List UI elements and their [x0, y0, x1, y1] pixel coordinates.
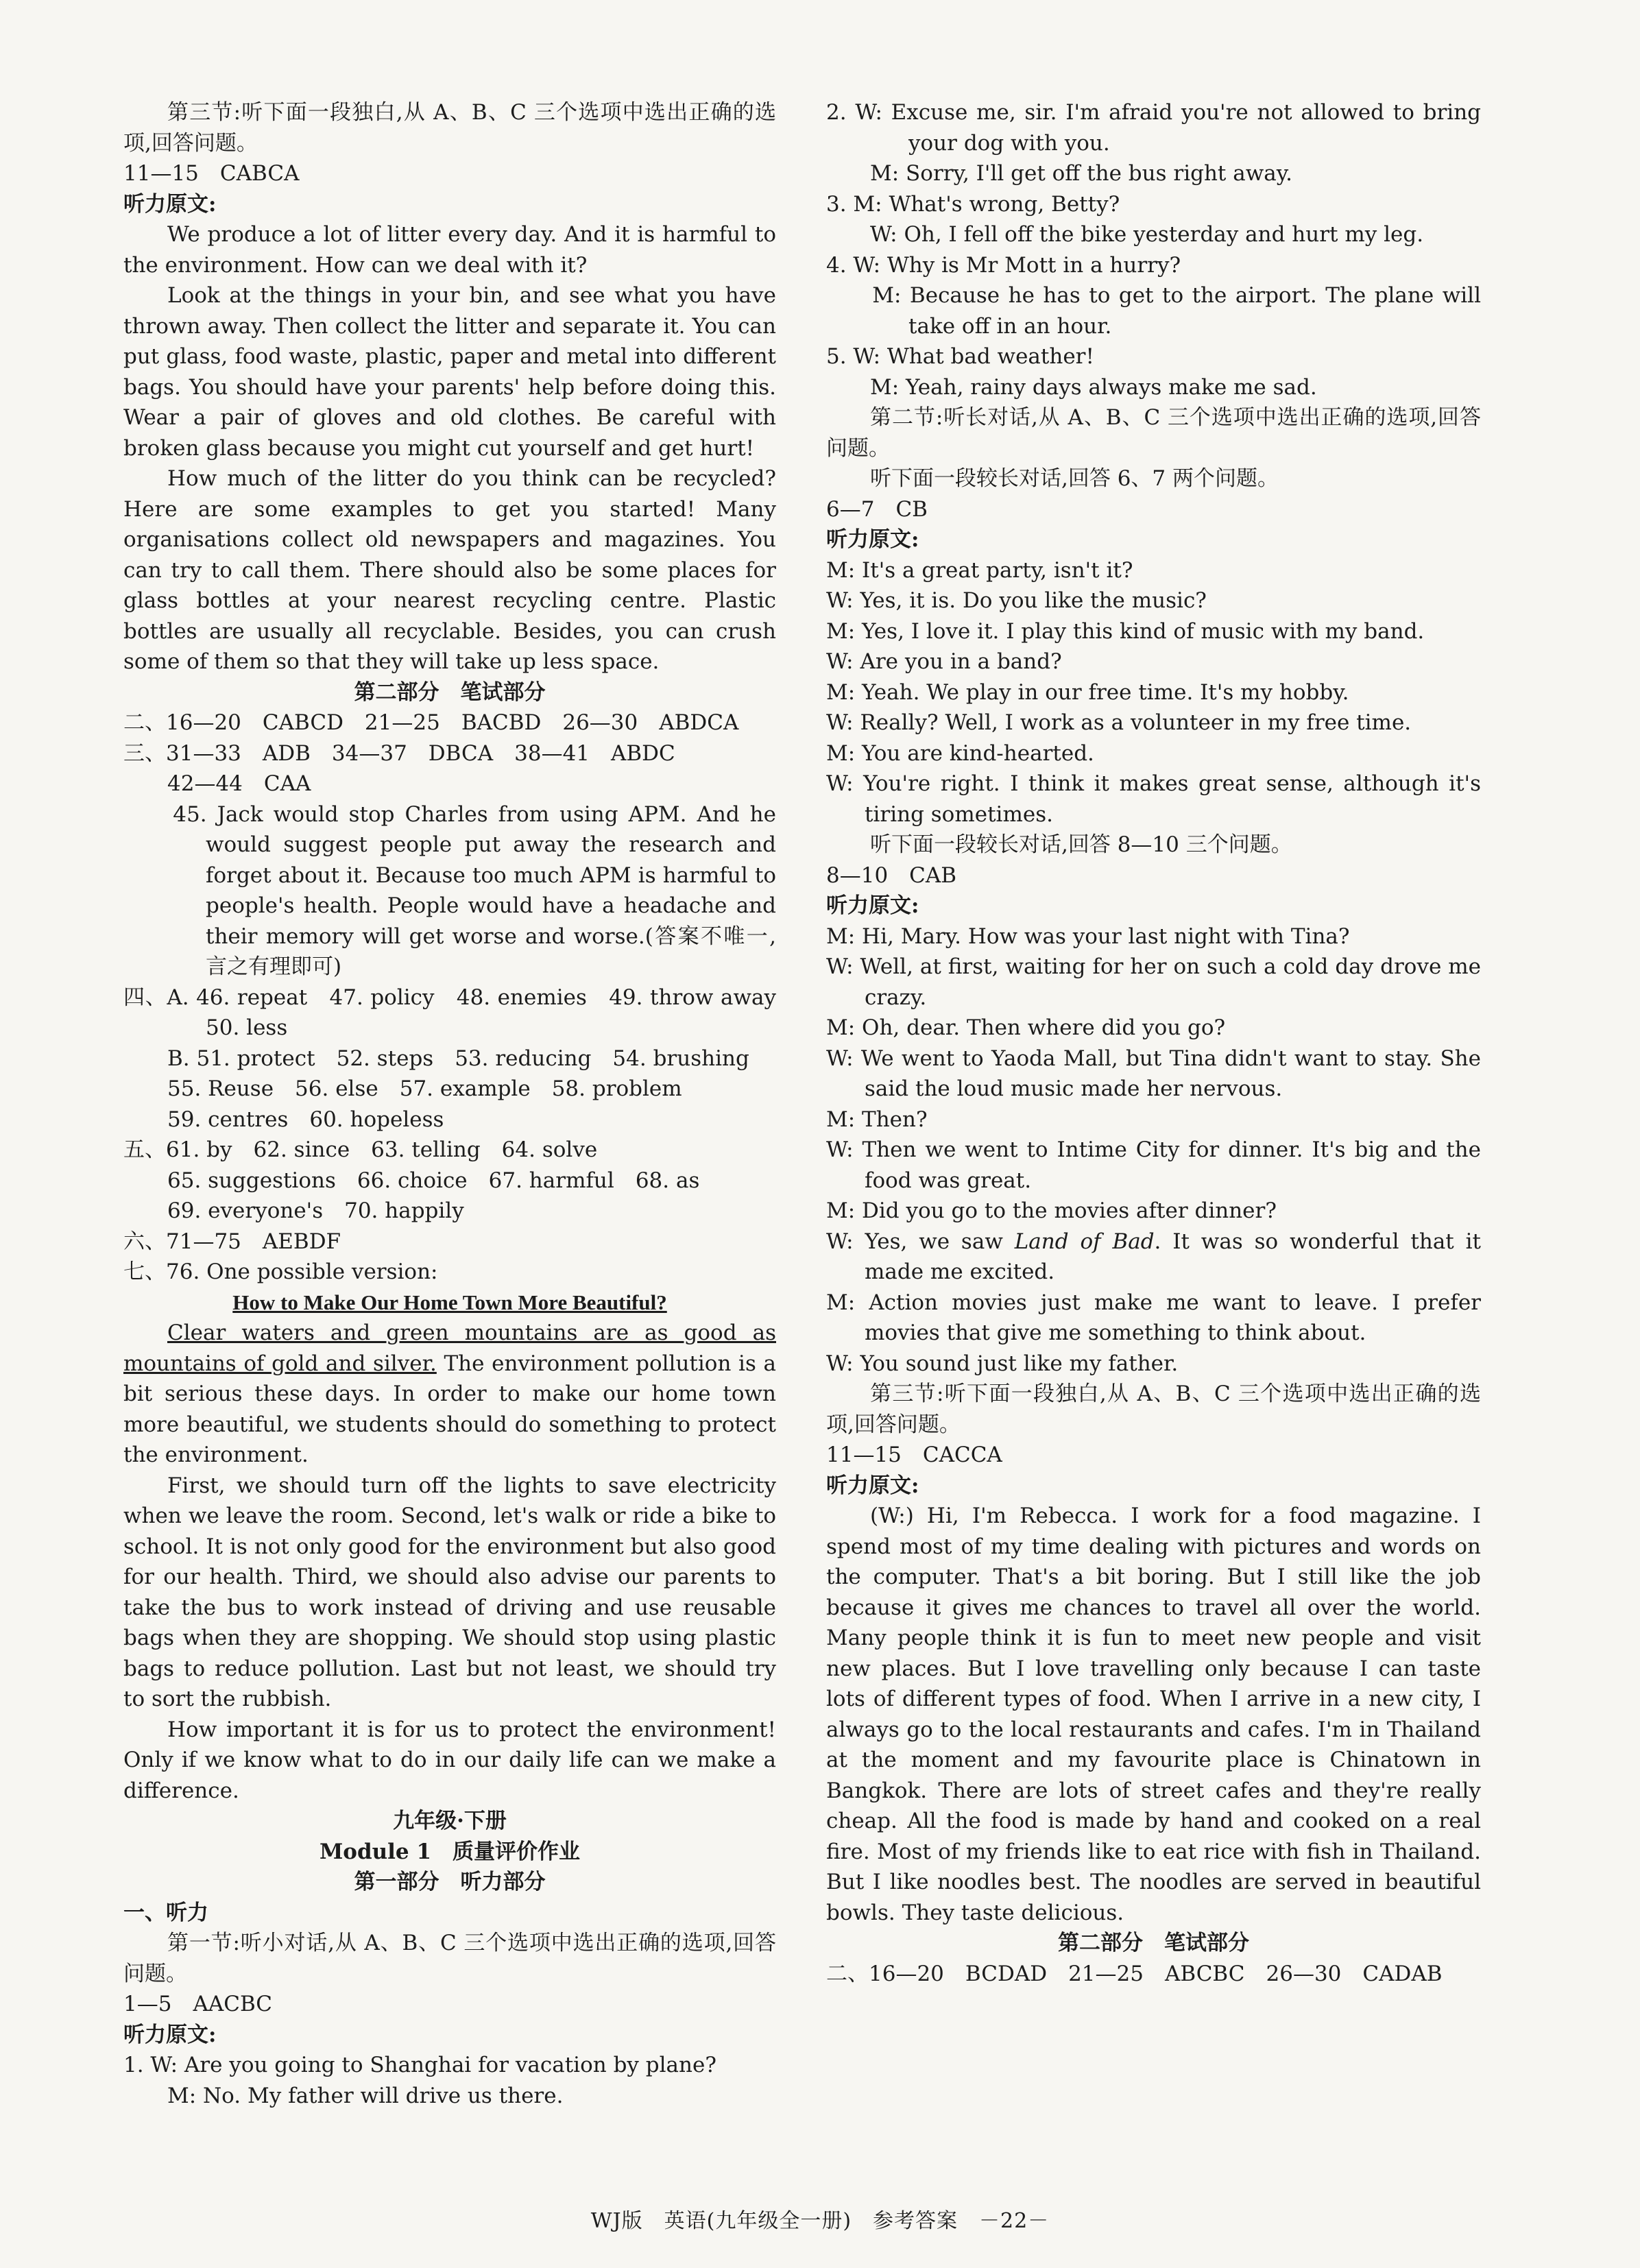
- line-text: 三、31—33 ADB 34—37 DBCA 38—41 ABDC: [123, 740, 675, 766]
- right-line: [826, 952, 1481, 1013]
- left-line: [123, 1257, 776, 1288]
- line-text: 二、16—20 CABCD 21—25 BACBD 26—30 ABDCA: [123, 710, 739, 735]
- line-text: How much of the litter do you think can be recycled? Here are some examples to get you started! Many organisations collect old newspapers and magazines. You can try to call them. There should also be some places for glass bottles at your nearest recycling centre. Plastic bottles are usually all recyclable. Besides, you can crush some of them so that they will take up less space.: [123, 466, 776, 674]
- right-line: [826, 738, 1481, 769]
- right-line: [826, 1105, 1481, 1135]
- line-text: 听力原文:: [123, 191, 217, 217]
- line-text: 4. W: Why is Mr Mott in a hurry?: [826, 252, 1181, 278]
- line-text: Look at the things in your bin, and see what you have thrown away. Then collect the litter and separate it. You can put glass, food waste, plastic, paper and metal into different bags. You should have your parents' help before doing this. Wear a pair of gloves and old clothes. Be careful with broken glass because you might cut yourself and get hurt!: [123, 283, 776, 461]
- line-text: M: Then?: [826, 1107, 928, 1132]
- left-line: [123, 1074, 776, 1105]
- right-line: [826, 860, 1481, 891]
- line-text: 59. centres 60. hopeless: [167, 1107, 444, 1132]
- line-text: 2. W: Excuse me, sir. I'm afraid you're not allowed to bring your dog with you.: [826, 100, 1481, 156]
- line-text: 8—10 CAB: [826, 862, 957, 888]
- line-text: B. 51. protect 52. steps 53. reducing 54. brushing: [167, 1046, 749, 1071]
- right-line: [826, 1013, 1481, 1043]
- movie-title: Land of Bad: [1014, 1229, 1155, 1254]
- line-text: (W:) Hi, I'm Rebecca. I work for a food magazine. I spend most of my time dealing with pictures and words on the computer. That's a bit boring. But I still like the job because it gives me chances to travel all over the world. Many people think it is fun to meet new people and visit new places. But I love travelling only because I can taste lots of different types of food. When I arrive in a new city, I always go to the local restaurants and cafes. I'm in Thailand at the moment and my favourite place is Chinatown in Bangkok. There are lots of street cafes and they're really cheap. All the food is made by hand and cooked on a real fire. Most of my friends like to eat rice with fish in Thailand. But I like noodles best. The noodles are served in beautiful bowls. They taste delicious.: [826, 1504, 1481, 1925]
- right-line: [826, 1043, 1481, 1105]
- line-text: 6—7 CB: [826, 496, 928, 522]
- right-line: [826, 769, 1481, 830]
- left-line: [123, 1043, 776, 1074]
- left-line: [123, 1898, 776, 1929]
- line-text: W: Are you in a band?: [826, 649, 1062, 674]
- right-line: [826, 1135, 1481, 1196]
- line-text: How important it is for us to protect the environment! Only if we know what to do in our daily life can we make a difference.: [123, 1717, 776, 1803]
- line-text: 第三节:听下面一段独白,从 A、B、C 三个选项中选出正确的选项,回答问题。: [123, 100, 776, 156]
- right-line: [826, 189, 1481, 220]
- line-text: W: Then we went to Intime City for dinner. It's big and the food was great.: [826, 1137, 1481, 1193]
- line-text: 一、听力: [123, 1900, 208, 1925]
- line-text: 11—15 CACCA: [826, 1443, 1002, 1467]
- left-line: [123, 1318, 776, 1471]
- line-text: 五、61. by 62. since 63. telling 64. solve: [123, 1137, 598, 1162]
- line-text: 听下面一段较长对话,回答 6、7 两个问题。: [870, 466, 1279, 491]
- line-text: 六、71—75 AEBDF: [123, 1229, 341, 1254]
- line-text: 第一节:听小对话,从 A、B、C 三个选项中选出正确的选项,回答问题。: [123, 1931, 776, 1986]
- left-line: [123, 1135, 776, 1166]
- line-text: 第三节:听下面一段独白,从 A、B、C 三个选项中选出正确的选项,回答问题。: [826, 1382, 1481, 1437]
- right-line: [826, 1501, 1481, 1928]
- right-line: [826, 1471, 1481, 1501]
- line-text: 第一部分 听力部分: [354, 1870, 546, 1894]
- line-text: M: Sorry, I'll get off the bus right away.: [870, 161, 1292, 186]
- left-line: [123, 708, 776, 738]
- right-line: [826, 708, 1481, 738]
- left-line: [123, 1166, 776, 1196]
- left-line: [123, 1196, 776, 1227]
- line-text: M: It's a great party, isn't it?: [826, 557, 1133, 583]
- right-line: [826, 372, 1481, 403]
- right-line: [826, 647, 1481, 677]
- left-line: [123, 2081, 776, 2112]
- line-text: 第二部分 笔试部分: [354, 679, 546, 705]
- left-line: [123, 677, 776, 708]
- line-text: 第二节:听长对话,从 A、B、C 三个选项中选出正确的选项,回答问题。: [826, 405, 1481, 461]
- left-line: [123, 219, 776, 280]
- line-text: 42—44 CAA: [167, 771, 311, 796]
- left-line: [123, 2020, 776, 2051]
- right-line: [826, 616, 1481, 647]
- line-text: First, we should turn off the lights to save electricity when we leave the room. Second, let's walk or ride a bike to school. It is not only good for the environment but also good for our health. Third, we should also advise our parents to take the bus to work instead of driving and use reusable bags when they are shopping. We should stop using plastic bags to reduce pollution. Last but not least, we should try to sort the rubbish.: [123, 1473, 776, 1711]
- right-line: [826, 280, 1481, 341]
- right-line: [826, 830, 1481, 860]
- right-line: [826, 1379, 1481, 1440]
- left-line: [123, 1837, 776, 1868]
- line-text: M: Yeah. We play in our free time. It's my hobby.: [826, 679, 1349, 705]
- left-line: [123, 799, 776, 982]
- left-line: [123, 1928, 776, 1989]
- right-line: [826, 97, 1481, 158]
- right-line: [826, 1349, 1481, 1379]
- line-text: . It was so wonderful that it made me excited.: [865, 1229, 1481, 1284]
- line-text: 55. Reuse 56. else 57. example 58. problem: [167, 1076, 682, 1101]
- line-text: 45. Jack would stop Charles from using APM. And he would suggest people put away the research and forget about it. Because too much APM is harmful to people's health. People would have a headache and their memory will get worse and worse.(答案不唯一,言之有理即可): [123, 801, 776, 979]
- line-text: M: Action movies just make me want to leave. I prefer movies that give me something to think about.: [826, 1290, 1481, 1345]
- right-line: [826, 921, 1481, 952]
- right-line: [826, 494, 1481, 525]
- line-text: W: You sound just like my father.: [826, 1351, 1179, 1376]
- right-line: [826, 586, 1481, 616]
- right-line: [826, 1959, 1481, 1990]
- line-text: M: Hi, Mary. How was your last night with Tina?: [826, 924, 1350, 949]
- right-line: [826, 1928, 1481, 1959]
- page-footer: WJ版 英语(九年级全一册) 参考答案 －22－: [590, 2209, 1050, 2233]
- left-line: [123, 2050, 776, 2081]
- right-line: [826, 1227, 1481, 1288]
- line-text: W: Well, at first, waiting for her on such a cold day drove me crazy.: [826, 954, 1481, 1010]
- line-text: 九年级·下册: [393, 1809, 507, 1833]
- line-text: M: Yeah, rainy days always make me sad.: [870, 374, 1317, 400]
- left-line: [123, 189, 776, 220]
- right-line: [826, 341, 1481, 372]
- left-line: [123, 1715, 776, 1807]
- right-line: [826, 677, 1481, 708]
- line-text: 四、A. 46. repeat 47. policy 48. enemies 49. throw away 50. less: [123, 985, 797, 1040]
- line-text: W: Really? Well, I work as a volunteer in my free time.: [826, 710, 1412, 735]
- left-line: [123, 769, 776, 799]
- line-text: 七、76. One possible version:: [123, 1259, 438, 1284]
- left-line: [123, 97, 776, 158]
- left-line: [123, 1105, 776, 1135]
- right-line: [826, 555, 1481, 586]
- right-line: [826, 158, 1481, 189]
- line-text: 5. W: What bad weather!: [826, 344, 1094, 369]
- right-line: [826, 1440, 1481, 1471]
- left-line: [123, 738, 776, 769]
- line-text: 1—5 AACBC: [123, 1992, 273, 2016]
- line-text: 69. everyone's 70. happily: [167, 1198, 464, 1223]
- line-text: We produce a lot of litter every day. And it is harmful to the environment. How can we deal with it?: [123, 222, 776, 278]
- line-text: W: You're right. I think it makes great sense, although it's tiring sometimes.: [826, 771, 1481, 827]
- right-line: [826, 1288, 1481, 1349]
- left-line: [123, 1471, 776, 1715]
- line-text: 1. W: Are you going to Shanghai for vacation by plane?: [123, 2053, 716, 2077]
- line-text: 3. M: What's wrong, Betty?: [826, 191, 1120, 217]
- line-text: M: No. My father will drive us there.: [167, 2083, 564, 2108]
- line-text: M: You are kind-hearted.: [826, 740, 1094, 766]
- line-text: W: We went to Yaoda Mall, but Tina didn't want to stay. She said the loud music made her nervous.: [826, 1046, 1481, 1101]
- left-line: [123, 1806, 776, 1837]
- line-text: W: Yes, it is. Do you like the music?: [826, 588, 1207, 613]
- right-line: [826, 891, 1481, 921]
- line-text: M: Oh, dear. Then where did you go?: [826, 1015, 1226, 1040]
- line-text: W: Oh, I fell off the bike yesterday and hurt my leg.: [870, 222, 1424, 247]
- left-line: [123, 1867, 776, 1898]
- right-line: [826, 1196, 1481, 1227]
- line-prefix: W: Yes, we saw: [826, 1229, 1015, 1254]
- left-line: [123, 1989, 776, 2020]
- right-line: [826, 402, 1481, 463]
- left-line: [123, 280, 776, 463]
- line-text: 11—15 CABCA: [123, 161, 300, 186]
- left-line: [123, 158, 776, 189]
- left-line: [123, 463, 776, 677]
- line-text: M: Did you go to the movies after dinner?: [826, 1198, 1277, 1223]
- right-line: [826, 463, 1481, 494]
- left-column: [123, 97, 797, 2111]
- line-text: 听下面一段较长对话,回答 8—10 三个问题。: [870, 832, 1292, 857]
- underlined-sentence: Clear waters and green mountains are as good as mountains of gold and silver.: [123, 1320, 776, 1376]
- line-text: The environment pollution is a bit serious these days. In order to make our home town more beautiful, we students should do something to protect the environment.: [123, 1351, 776, 1467]
- right-line: [826, 250, 1481, 281]
- line-text: 听力原文:: [826, 527, 919, 552]
- line-text: 二、16—20 BCDAD 21—25 ABCBC 26—30 CADAB: [826, 1961, 1443, 1986]
- line-text: M: Because he has to get to the airport. The plane will take off in an hour.: [826, 283, 1481, 339]
- line-text: 听力原文:: [826, 893, 919, 918]
- right-line: [826, 524, 1481, 555]
- line-text: 听力原文:: [123, 2022, 217, 2047]
- left-line: [123, 1288, 776, 1318]
- line-text: 65. suggestions 66. choice 67. harmful 68. as: [167, 1168, 700, 1193]
- right-column: [826, 97, 1481, 1989]
- line-text: 听力原文:: [826, 1473, 919, 1498]
- right-line: [826, 219, 1481, 250]
- left-line: [123, 1227, 776, 1257]
- line-text: 第二部分 笔试部分: [1058, 1931, 1249, 1955]
- left-line: [123, 982, 797, 1043]
- line-text: Module 1 质量评价作业: [319, 1839, 581, 1864]
- line-text: How to Make Our Home Town More Beautiful?: [232, 1290, 667, 1314]
- line-text: M: Yes, I love it. I play this kind of music with my band.: [826, 618, 1425, 644]
